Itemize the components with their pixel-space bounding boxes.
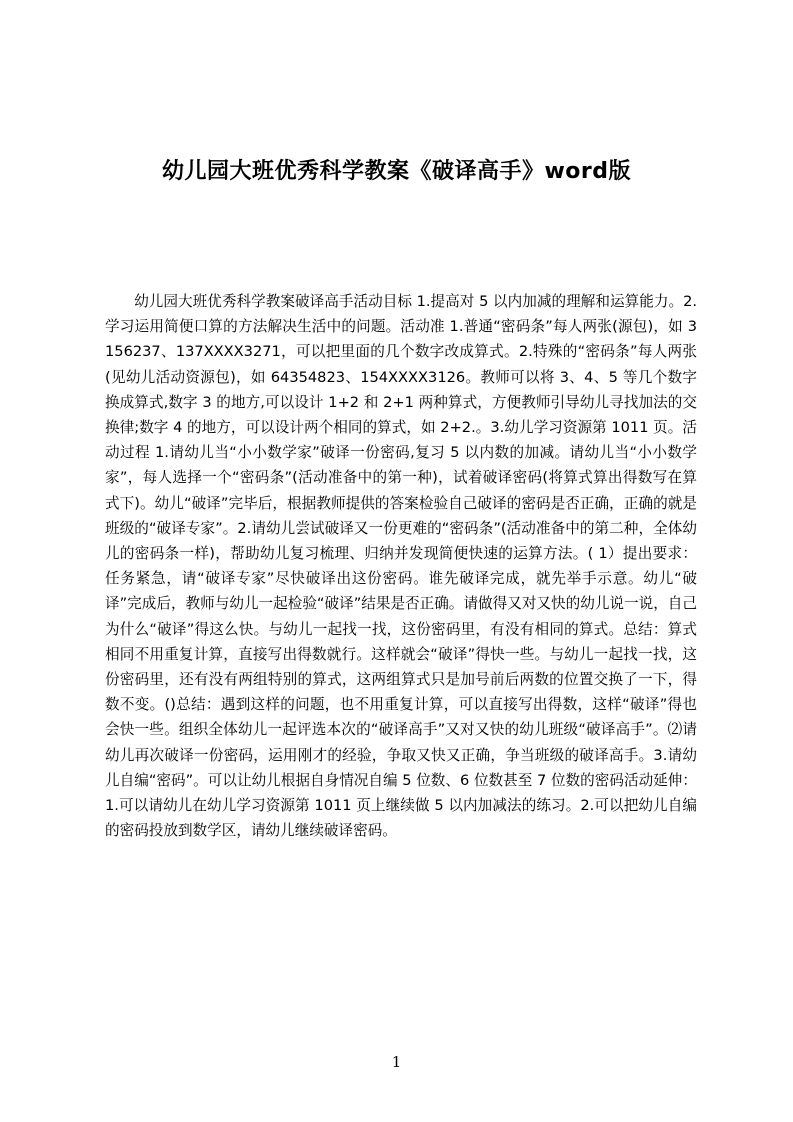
page-number: 1	[391, 1053, 402, 1071]
document-body-paragraph: 幼儿园大班优秀科学教案破译高手活动目标 1.提高对 5 以内加减的理解和运算能力。2.学习运用简便口算的方法解决生活中的问题。活动准 1.普通“密码条”每人两张(源包)，如 3156237、137XXXX3271，可以把里面的几个数字改成算式。2.特殊的“密码条”每人两张(见幼儿活动资源包)，如 64354823、154XXXX3126。教师可以将 3、4、5 等几个数字换成算式,数字 3 的地方,可以设计 1+2 和 2+1 两种算式，方便教师引导幼儿寻找加法的交换律;数字 4 的地方，可以设计两个相同的算式，如 2+2.。3.幼儿学习资源第 1011 页。活动过程 1.请幼儿当“小小数学家”破译一份密码,复习 5 以内数的加减。请幼儿当“小小数学家”，每人选择一个“密码条”(活动准备中的第一种)，试着破译密码(将算式算出得数写在算式下)。幼儿“破译”完毕后，根据教师提供的答案检验自己破译的密码是否正确，正确的就是班级的“破译专家”。2.请幼儿尝试破译又一份更难的“密码条”(活动准备中的第二种，全体幼儿的密码条一样)，帮助幼儿复习梳理、归纳并发现简便快速的运算方法。( 1）提出要求：任务紧急，请“破译专家”尽快破译出这份密码。谁先破译完成，就先举手示意。幼儿“破译”完成后，教师与幼儿一起检验“破译”结果是否正确。请做得又对又快的幼儿说一说，自己为什么“破译”得这么快。与幼儿一起找一找，这份密码里，有没有相同的算式。总结：算式相同不用重复计算，直接写出得数就行。这样就会“破译”得快一些。与幼儿一起找一找，这份密码里，还有没有两组特别的算式，这两组算式只是加号前后两数的位置交换了一下，得数不变。()总结：遇到这样的问题，也不用重复计算，可以直接写出得数，这样“破译”得也会快一些。组织全体幼儿一起评选本次的“破译高手”又对又快的幼儿班级“破译高手”。⑵请幼儿再次破译一份密码，运用刚才的经验，争取又快又正确，争当班级的破译高手。3.请幼儿自编“密码”。可以让幼儿根据自身情况自编 5 位数、6 位数甚至 7 位数的密码活动延伸：1.可以请幼儿在幼儿学习资源第 1011 页上继续做 5 以内加减法的练习。2.可以把幼儿自编的密码投放到数学区，请幼儿继续破译密码。	[105, 293, 697, 840]
document-title: 幼儿园大班优秀科学教案《破译高手》word版	[161, 158, 632, 184]
